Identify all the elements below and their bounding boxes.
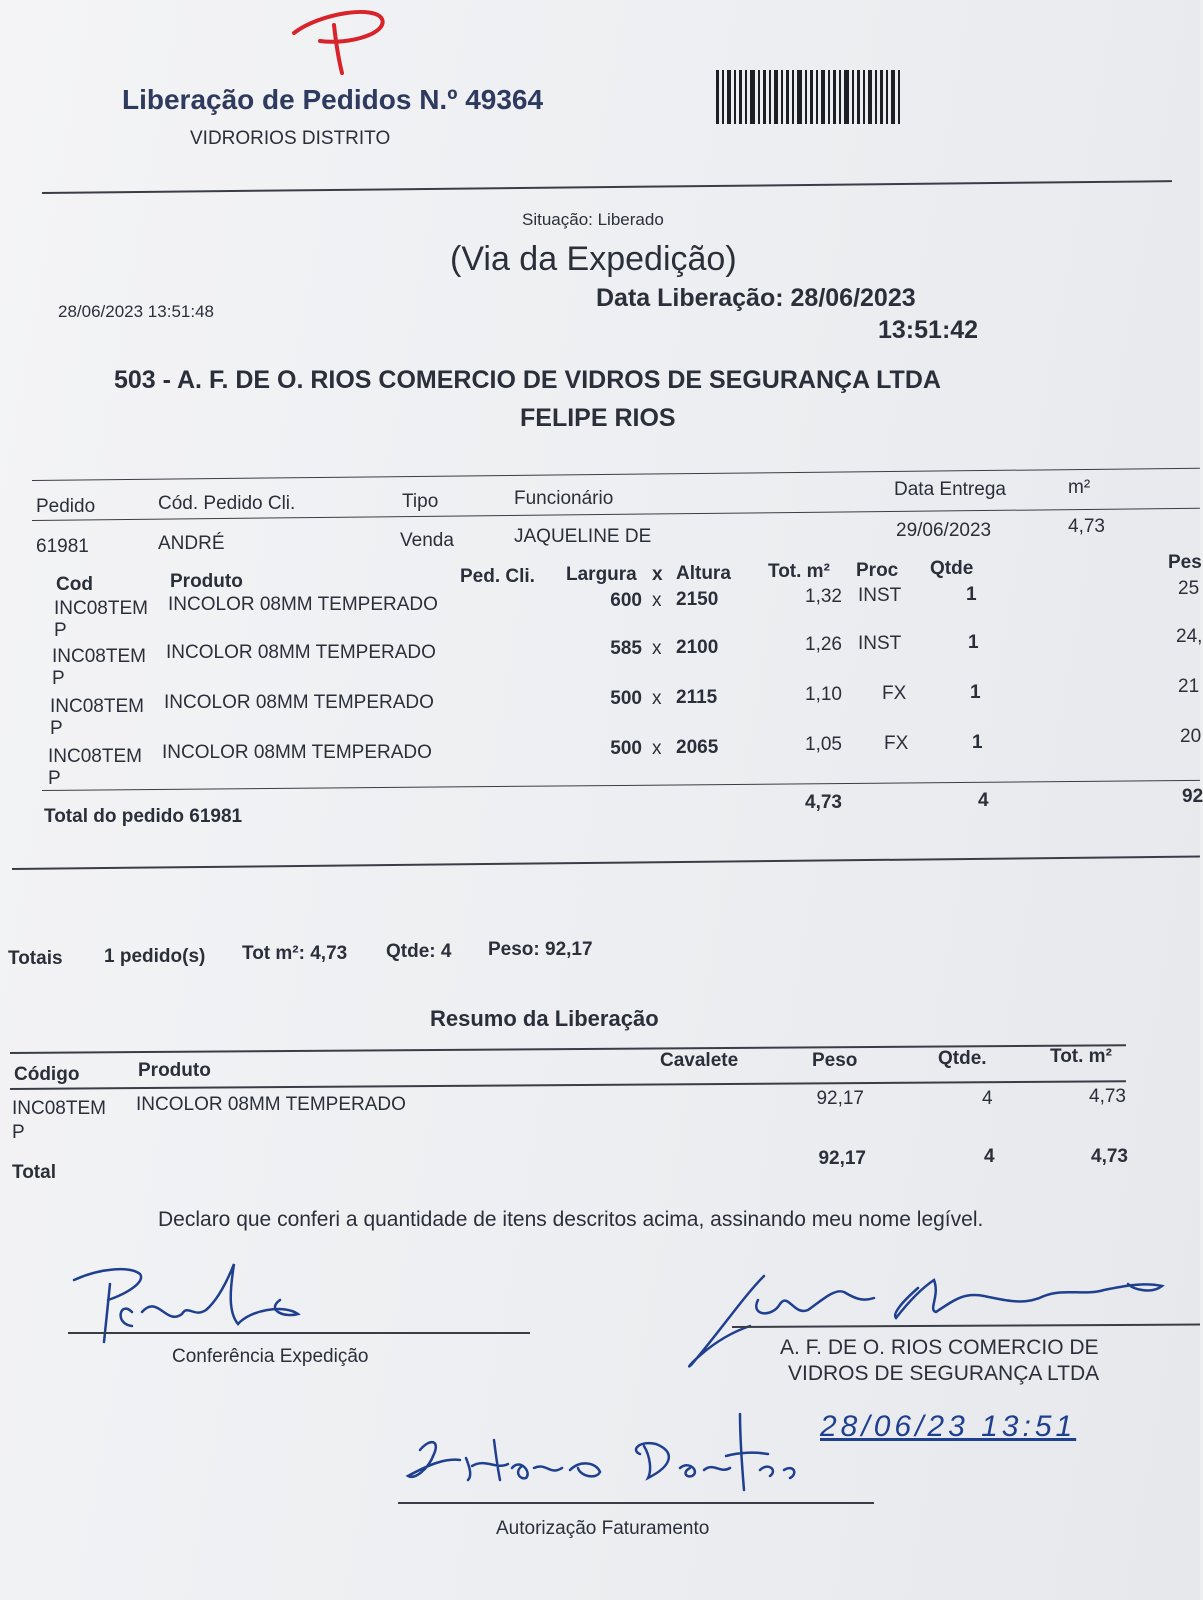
item-col-peso: Pes	[1168, 552, 1202, 573]
summary-row-peso: 92,17	[816, 1088, 864, 1109]
order-table-top-line	[32, 468, 1200, 481]
signature-line-expedicao	[68, 1332, 530, 1334]
company-name: VIDRORIOS DISTRITO	[190, 128, 391, 149]
item-largura: 600	[610, 590, 642, 611]
item-largura: 500	[610, 688, 642, 709]
summary-col-qtde: Qtde.	[938, 1048, 987, 1069]
col-cod-pedido-cli: Cód. Pedido Cli.	[158, 493, 296, 514]
summary-total-tot-m2: 4,73	[1091, 1146, 1128, 1167]
release-time: 13:51:42	[878, 316, 979, 344]
order-data-entrega: 29/06/2023	[896, 520, 992, 541]
item-col-proc: Proc	[856, 560, 899, 581]
col-m2: m²	[1068, 477, 1091, 498]
signature-expedicao	[70, 1254, 330, 1344]
item-x: x	[652, 688, 662, 709]
item-cod-cont: P	[52, 668, 65, 689]
summary-col-codigo: Código	[14, 1064, 80, 1085]
item-cod: INC08TEM	[54, 598, 148, 619]
red-pen-mark	[290, 5, 390, 75]
summary-col-cavalete: Cavalete	[660, 1050, 739, 1071]
summary-row-tot-m2: 4,73	[1089, 1086, 1126, 1107]
item-proc: FX	[882, 683, 907, 704]
item-largura: 585	[610, 638, 642, 659]
item-produto: INCOLOR 08MM TEMPERADO	[162, 742, 432, 763]
order-funcionario: JAQUELINE DE	[514, 526, 652, 547]
order-total-qtde: 4	[978, 790, 989, 811]
order-pedido: 61981	[36, 536, 89, 557]
summary-col-produto: Produto	[138, 1060, 211, 1081]
divider-top	[42, 180, 1172, 194]
totals-qtde: Qtde: 4	[386, 941, 452, 962]
signature-label-expedicao: Conferência Expedição	[172, 1346, 369, 1367]
summary-row-codigo-cont: P	[12, 1122, 25, 1143]
item-cod: INC08TEM	[48, 746, 142, 767]
item-peso: 21	[1178, 676, 1200, 697]
item-tot-m2: 1,26	[805, 634, 842, 655]
order-total-peso: 92	[1182, 786, 1203, 807]
totals-label: Totais	[8, 948, 63, 969]
item-x: x	[652, 590, 662, 611]
item-largura: 500	[610, 738, 642, 759]
item-cod: INC08TEM	[50, 696, 144, 717]
col-tipo: Tipo	[402, 491, 439, 512]
item-altura: 2150	[676, 589, 719, 610]
order-tipo: Venda	[400, 530, 454, 551]
handwritten-date: 28/06/23 13:51	[820, 1410, 1077, 1443]
item-qtde: 1	[970, 682, 981, 703]
item-col-cod: Cod	[56, 574, 93, 595]
release-date: Data Liberação: 28/06/2023	[596, 284, 916, 312]
order-total-line	[42, 780, 1200, 791]
item-qtde: 1	[966, 584, 977, 605]
totals-peso: Peso: 92,17	[488, 939, 593, 960]
summary-col-tot-m2: Tot. m²	[1050, 1046, 1112, 1067]
item-produto: INCOLOR 08MM TEMPERADO	[166, 642, 436, 663]
item-proc: FX	[884, 733, 909, 754]
order-total-label: Total do pedido 61981	[44, 806, 243, 827]
item-x: x	[652, 738, 662, 759]
customer-contact: FELIPE RIOS	[520, 404, 676, 432]
summary-col-peso: Peso	[812, 1050, 858, 1071]
item-x: x	[652, 638, 662, 659]
col-funcionario: Funcionário	[514, 488, 614, 509]
item-produto: INCOLOR 08MM TEMPERADO	[168, 594, 438, 615]
item-cod-cont: P	[48, 768, 61, 789]
item-proc: INST	[858, 585, 902, 606]
item-col-tot-m2: Tot. m²	[768, 561, 830, 582]
summary-title: Resumo da Liberação	[430, 1006, 659, 1031]
declaration-text: Declaro que conferi a quantidade de itens descritos acima, assinando meu nome legível.	[158, 1208, 984, 1231]
client-name-line2: VIDROS DE SEGURANÇA LTDA	[788, 1362, 1100, 1385]
copy-label: (Via da Expedição)	[450, 240, 737, 278]
signature-autorizacao	[400, 1410, 820, 1500]
signature-line-autorizacao	[398, 1502, 874, 1504]
item-cod-cont: P	[50, 718, 63, 739]
item-qtde: 1	[972, 732, 983, 753]
status-label: Situação: Liberado	[522, 210, 664, 229]
client-name-line1: A. F. DE O. RIOS COMERCIO DE	[780, 1336, 1099, 1359]
item-altura: 2065	[676, 737, 719, 758]
item-produto: INCOLOR 08MM TEMPERADO	[164, 692, 434, 713]
item-altura: 2100	[676, 637, 719, 658]
item-qtde: 1	[968, 632, 979, 653]
summary-row-produto: INCOLOR 08MM TEMPERADO	[136, 1094, 406, 1115]
summary-row-qtde: 4	[982, 1088, 993, 1109]
summary-total-qtde: 4	[984, 1146, 995, 1167]
totals-pedidos: 1 pedido(s)	[104, 946, 206, 967]
document-title: Liberação de Pedidos N.º 49364	[122, 84, 544, 115]
item-col-altura: Altura	[676, 563, 731, 584]
item-tot-m2: 1,10	[805, 684, 842, 705]
customer-name: 503 - A. F. DE O. RIOS COMERCIO DE VIDROS DE SEGURANÇA LTDA	[114, 366, 941, 394]
item-peso: 24,	[1176, 626, 1203, 647]
col-pedido: Pedido	[36, 496, 96, 517]
item-col-produto: Produto	[170, 571, 243, 592]
item-col-x: x	[652, 564, 663, 585]
print-datetime: 28/06/2023 13:51:48	[58, 302, 214, 321]
signature-label-autorizacao: Autorização Faturamento	[496, 1518, 710, 1539]
summary-total-label: Total	[12, 1162, 56, 1183]
order-m2: 4,73	[1068, 516, 1105, 537]
item-tot-m2: 1,05	[805, 734, 842, 755]
item-peso: 25	[1178, 578, 1200, 599]
item-col-largura: Largura	[566, 564, 637, 585]
summary-row-codigo: INC08TEM	[12, 1098, 106, 1119]
item-cod-cont: P	[54, 620, 67, 641]
order-bottom-line	[12, 856, 1200, 870]
col-data-entrega: Data Entrega	[894, 479, 1006, 500]
order-total-m2: 4,73	[805, 792, 842, 813]
barcode	[716, 70, 916, 126]
item-col-ped-cli: Ped. Cli.	[460, 566, 535, 587]
item-cod: INC08TEM	[52, 646, 146, 667]
item-tot-m2: 1,32	[805, 586, 842, 607]
item-proc: INST	[858, 633, 902, 654]
item-col-qtde: Qtde	[930, 558, 974, 579]
totals-m2: Tot m²: 4,73	[242, 943, 348, 964]
item-altura: 2115	[676, 687, 718, 708]
order-cod-cli: ANDRÉ	[158, 533, 225, 554]
summary-total-peso: 92,17	[818, 1148, 866, 1169]
item-peso: 20	[1180, 726, 1202, 747]
